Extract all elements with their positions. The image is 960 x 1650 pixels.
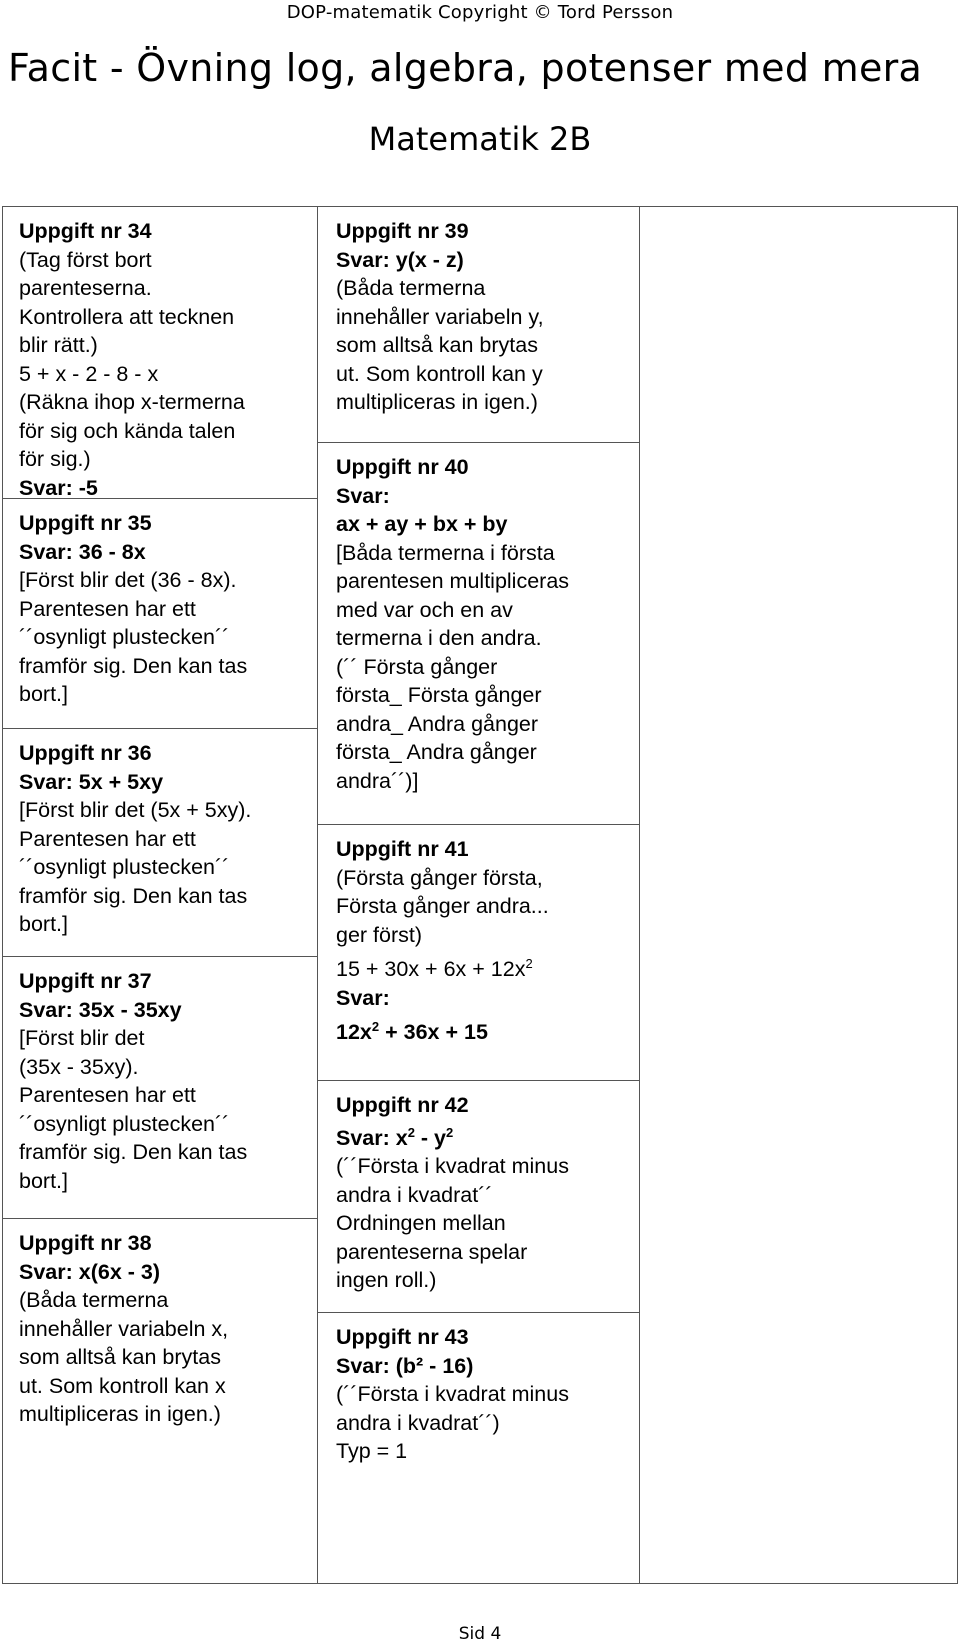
task-text: (Tag först bort	[19, 247, 152, 272]
task-text: [Först blir det	[19, 1026, 145, 1050]
task-answer-label: Svar:	[336, 985, 390, 1010]
exponent: 2	[446, 1124, 454, 1140]
answer-column-middle	[318, 206, 640, 1584]
exponent: 2	[407, 1124, 415, 1140]
task-text: parenteserna spelar	[336, 1239, 528, 1264]
task-text: ingen roll.)	[336, 1268, 437, 1292]
task-text: Kontrollera att tecknen	[19, 304, 235, 329]
task-text: första_ Första gånger	[336, 683, 542, 707]
task-text: termerna i den andra.	[336, 626, 542, 650]
task-answer	[336, 1124, 639, 1153]
task-text: som alltså kan brytas	[336, 333, 538, 357]
task-answer: ax + ay + bx + by	[336, 512, 508, 536]
task-42	[318, 1081, 639, 1313]
answer-term: + 36x + 15	[379, 1020, 488, 1044]
answer-term: Svar: x	[336, 1125, 408, 1150]
expression-base: 15 + 30x + 6x + 12x	[336, 957, 526, 981]
task-text: [Först blir det (36 - 8x).	[19, 568, 237, 592]
task-answer: Svar: 36 - 8x	[19, 539, 146, 564]
task-36	[3, 729, 317, 957]
exponent: 2	[525, 956, 533, 971]
task-text: andra i kvadrat´´	[336, 1182, 493, 1207]
task-text: Typ = 1	[336, 1439, 408, 1463]
task-expression	[336, 955, 639, 984]
task-text: (´´Första i kvadrat minus	[336, 1154, 569, 1178]
task-text: Parentesen har ett	[19, 826, 196, 851]
task-text: framför sig. Den kan tas	[19, 883, 248, 908]
task-37	[3, 957, 317, 1219]
task-40	[318, 443, 639, 825]
task-text: andra´´)]	[336, 768, 419, 793]
task-answer: Svar: y(x - z)	[336, 247, 464, 272]
task-text: andra_ Andra gånger	[336, 711, 539, 736]
task-text: (´´Första i kvadrat minus	[336, 1382, 569, 1406]
task-text: första_ Andra gånger	[336, 740, 537, 764]
task-answer: Svar: (b² - 16)	[336, 1353, 474, 1378]
task-heading: Uppgift nr 34	[19, 219, 152, 243]
task-text: [Båda termerna i första	[336, 540, 555, 565]
task-heading: Uppgift nr 36	[19, 741, 152, 765]
task-text: ´´osynligt plustecken´´	[19, 855, 230, 879]
task-heading: Uppgift nr 39	[336, 219, 469, 243]
task-text: bort.]	[19, 912, 68, 936]
exponent: 2	[371, 1019, 380, 1034]
task-answer: Svar: x(6x - 3)	[19, 1259, 161, 1284]
task-text: bort.]	[19, 682, 68, 706]
task-39	[318, 207, 639, 443]
task-text: Parentesen har ett	[19, 596, 196, 621]
task-answer-label: Svar:	[336, 483, 390, 508]
task-answer: Svar: 5x + 5xy	[19, 769, 164, 794]
task-heading: Uppgift nr 38	[19, 1231, 152, 1255]
task-text: för sig och kända talen	[19, 418, 236, 443]
task-heading: Uppgift nr 41	[336, 837, 469, 861]
task-text: multipliceras in igen.)	[336, 390, 538, 414]
task-text: 5 + x - 2 - 8 - x	[19, 361, 159, 386]
task-text: med var och en av	[336, 597, 513, 622]
answer-term: 12x	[336, 1020, 372, 1044]
copyright-notice: DOP-matematik Copyright © Tord Persson	[286, 2, 674, 23]
task-text: ut. Som kontroll kan x	[19, 1373, 226, 1398]
task-text: (35x - 35xy).	[19, 1054, 139, 1079]
task-heading: Uppgift nr 40	[336, 455, 469, 479]
task-text: framför sig. Den kan tas	[19, 1140, 248, 1164]
task-text: ger först)	[336, 922, 423, 947]
task-text: ´´osynligt plustecken´´	[19, 625, 230, 649]
task-43	[318, 1313, 639, 1583]
task-heading: Uppgift nr 35	[19, 511, 152, 535]
task-35	[3, 499, 317, 729]
answer-term: - y	[414, 1125, 447, 1150]
task-heading: Uppgift nr 37	[19, 969, 152, 993]
task-text: (Båda termerna	[336, 276, 486, 300]
task-text: parenteserna.	[19, 276, 152, 300]
task-text: [Först blir det (5x + 5xy).	[19, 798, 252, 822]
task-text: innehåller variabeln y,	[336, 304, 544, 329]
task-answer	[336, 1018, 639, 1047]
task-text: (Båda termerna	[19, 1288, 169, 1312]
page-number: Sid 4	[458, 1624, 502, 1644]
task-text: (Räkna ihop x-termerna	[19, 390, 245, 414]
task-text: multipliceras in igen.)	[19, 1402, 221, 1426]
task-heading: Uppgift nr 43	[336, 1325, 469, 1349]
task-38	[3, 1219, 317, 1583]
task-text: framför sig. Den kan tas	[19, 653, 248, 678]
answer-column-right	[640, 206, 958, 1584]
task-text: innehåller variabeln x,	[19, 1316, 229, 1341]
task-text: Första gånger andra...	[336, 894, 549, 918]
task-text: Ordningen mellan	[336, 1211, 506, 1235]
task-text: för sig.)	[19, 447, 91, 471]
task-text: andra i kvadrat´´)	[336, 1410, 500, 1435]
task-answer: Svar: 35x - 35xy	[19, 997, 182, 1022]
task-41	[318, 825, 639, 1081]
task-text: ´´osynligt plustecken´´	[19, 1111, 230, 1136]
task-text: bort.]	[19, 1168, 68, 1193]
task-text: blir rätt.)	[19, 333, 98, 357]
task-34	[3, 207, 317, 499]
page-subtitle: Matematik 2B	[368, 120, 592, 158]
task-text: (Första gånger första,	[336, 865, 543, 890]
page-title: Facit - Övning log, algebra, potenser med mera	[8, 46, 923, 90]
task-answer: Svar: -5	[19, 475, 98, 500]
task-text: som alltså kan brytas	[19, 1345, 221, 1369]
task-heading: Uppgift nr 42	[336, 1093, 469, 1117]
task-text: Parentesen har ett	[19, 1083, 196, 1107]
task-text: parentesen multipliceras	[336, 569, 570, 593]
task-text: (´´ Första gånger	[336, 654, 498, 679]
task-text: ut. Som kontroll kan y	[336, 361, 543, 386]
answer-column-left	[2, 206, 318, 1584]
